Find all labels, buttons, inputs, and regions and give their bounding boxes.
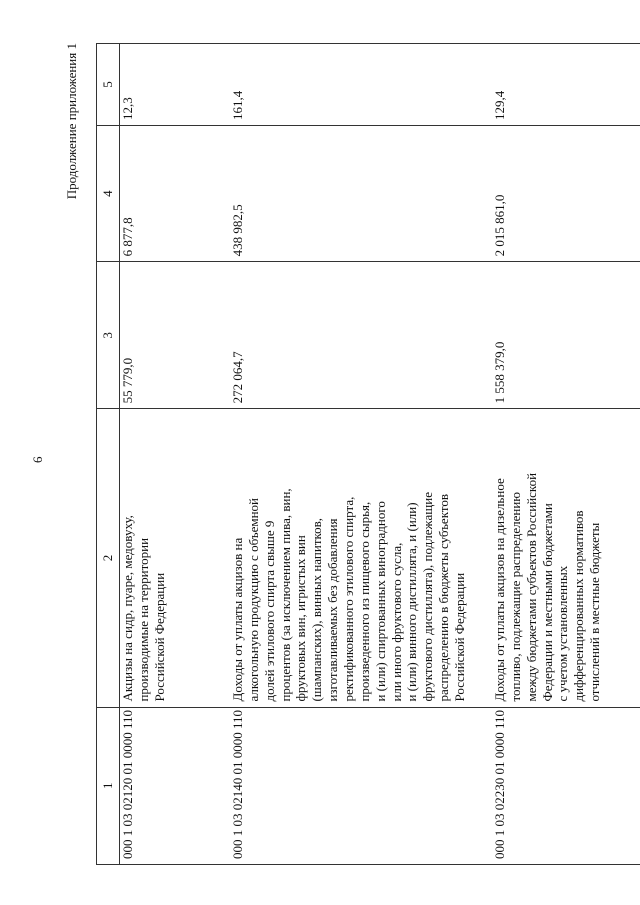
value-cell-col5: 161,4: [230, 44, 492, 126]
description-line: фруктового дистиллята), подлежащие: [420, 492, 436, 702]
description-line: Акцизы на сидр, пуаре, медовуху,: [120, 515, 135, 702]
description-cell: [230, 409, 492, 707]
description-line: распределению в бюджеты субъектов: [436, 494, 452, 702]
page-number: 6: [30, 456, 45, 463]
table-row: [230, 44, 492, 865]
table-header: [97, 44, 120, 865]
continuation-caption: Продолжение приложения 1: [64, 43, 79, 200]
column-header-4: 4: [97, 125, 120, 261]
value-cell-col4: 2 015 861,0: [492, 125, 640, 261]
description-line: Российской Федерации: [452, 572, 468, 702]
description-line: Доходы от уплаты акцизов на: [230, 537, 245, 702]
description-line: Доходы от уплаты акцизов на дизельное: [492, 478, 507, 702]
budget-code-cell: 000 1 03 02120 01 0000 110: [120, 707, 231, 864]
table-row: [120, 44, 231, 865]
description-line: топливо, подлежащие распределению: [507, 492, 523, 702]
description-line: между бюджетами субъектов Российской: [523, 472, 539, 702]
column-header-1: 1: [97, 707, 120, 864]
table-row: [492, 44, 640, 865]
description-line: и (или) винного дистиллята, и (или): [404, 502, 420, 702]
value-cell-col5: 129,4: [492, 44, 640, 126]
column-header-5: 5: [97, 44, 120, 126]
description-line: фруктовых вин, игристых вин: [293, 535, 309, 702]
description-line: Федерации и местными бюджетами: [539, 503, 555, 702]
value-cell-col3: 55 779,0: [120, 262, 231, 409]
description-line: изготавливаемых без добавления: [325, 518, 341, 702]
description-cell: [492, 409, 640, 707]
description-line: дифференцированных нормативов: [571, 510, 587, 702]
description-line: произведенного из пищевого сырья,: [356, 501, 372, 702]
description-line: (шампанских), винных напитков,: [309, 517, 325, 702]
budget-code-cell: 000 1 03 02230 01 0000 110: [492, 707, 640, 864]
description-line: с учетом установленных: [555, 565, 571, 702]
description-cell: [120, 409, 231, 707]
value-cell-col4: 438 982,5: [230, 125, 492, 261]
value-cell-col3: 272 064,7: [230, 262, 492, 409]
description-line: производимые на территории: [135, 537, 151, 702]
description-line: алкогольную продукцию с объемной: [245, 498, 261, 702]
value-cell-col5: 12,3: [120, 44, 231, 126]
value-cell-col3: 1 558 379,0: [492, 262, 640, 409]
description-line: отчислений в местные бюджеты: [587, 522, 603, 702]
description-line: процентов (за исключением пива, вин,: [277, 488, 293, 702]
description-line: ректификованного этилового спирта,: [341, 496, 357, 702]
column-header-3: 3: [97, 262, 120, 409]
description-line: Российской Федерации: [151, 572, 167, 702]
description-line: и (или) спиртованных виноградного: [372, 501, 388, 702]
column-header-2: 2: [97, 409, 120, 707]
value-cell-col4: 6 877,8: [120, 125, 231, 261]
table-body: [120, 44, 640, 865]
budget-code-cell: 000 1 03 02140 01 0000 110: [230, 707, 492, 864]
revenue-table: [96, 43, 640, 865]
description-line: или иного фруктового сусла,: [388, 542, 404, 702]
header-row: [97, 44, 120, 865]
description-line: долей этилового спирта свыше 9: [261, 520, 277, 702]
